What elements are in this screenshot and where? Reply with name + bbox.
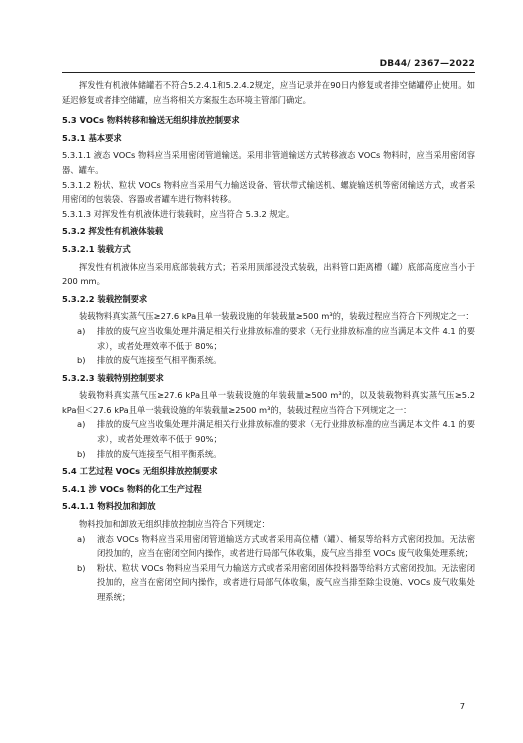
list-item	[62, 324, 475, 353]
document-number: DB44/ 2367—2022	[379, 59, 475, 69]
section-heading: 5.3.2 挥发性有机液体装载	[62, 226, 164, 237]
header-rule	[62, 72, 475, 73]
numbered-clause: 5.3.1.2 粉状、粒状 VOCs 物料应当采用气力输送设备、管状带式输送机、螺旋输送机等密闭输送方式，或者采用密闭的包装袋、容器或者罐车进行物料转移。	[62, 179, 475, 205]
page-number: 7	[459, 701, 465, 711]
list-text: 排放的废气连接至气相平衡系统。	[97, 355, 222, 366]
list-text: 排放的废气应当收集处理并满足相关行业排放标准的要求（无行业排放标准的应当满足本文件 4.1 的要求），或者处理效率不低于 90%；	[97, 419, 475, 445]
paragraph: 装载物料真实蒸气压≥27.6 kPa且单一装载设施的年装载量≥500 m³的，装载过程应当符合下列规定之一：	[79, 311, 474, 322]
section-heading: 5.4.1 涉 VOCs 物料的化工生产过程	[62, 483, 202, 494]
paragraph: 物料投加和卸放无组织排放控制应当符合下列规定：	[79, 519, 270, 530]
list-marker: a)	[77, 533, 86, 544]
list-text: 排放的废气应当收集处理并满足相关行业排放标准的要求（无行业排放标准的应当满足本文件 4.1 的要求），或者处理效率不低于 80%；	[97, 325, 475, 351]
list-marker: b)	[77, 562, 86, 573]
list-item	[62, 447, 475, 462]
list-item	[62, 417, 475, 446]
list-text: 排放的废气连接至气相平衡系统。	[97, 448, 222, 459]
section-heading: 5.4.1.1 物料投加和卸放	[62, 501, 156, 512]
section-heading: 5.4 工艺过程 VOCs 无组织排放控制要求	[62, 466, 218, 477]
numbered-clause: 5.3.1.1 液态 VOCs 物料应当采用密闭管道输送。采用非管道输送方式转移液态 VOCs 物料时，应当采用密闭容器、罐车。	[62, 150, 475, 175]
paragraph: 挥发性有机液体应当采用底部装载方式；若采用顶部浸没式装载，出料管口距离槽（罐）底部高度应当小于200 mm。	[62, 261, 475, 287]
paragraph: 装载物料真实蒸气压≥27.6 kPa且单一装载设施的年装载量≥500 m³的，以及装载物料真实蒸气压≥5.2 kPa但＜27.6 kPa且单一装载设施的年装载量≥2500 m³的，装载过程应当符合下列规定之一：	[62, 390, 475, 415]
section-heading: 5.3 VOCs 物料转移和输送无组织排放控制要求	[62, 115, 240, 126]
paragraph: 挥发性有机液体储罐若不符合5.2.4.1和5.2.4.2规定，应当记录并在90日内修复或者排空储罐停止使用。如延迟修复或者排空储罐，应当将相关方案报生态环境主管部门确定。	[62, 80, 475, 105]
list-item	[62, 561, 475, 605]
list-item	[62, 353, 475, 368]
list-marker: a)	[77, 419, 86, 430]
section-heading: 5.3.1 基本要求	[62, 132, 122, 143]
section-heading: 5.3.2.2 装载控制要求	[62, 293, 148, 304]
numbered-clause: 5.3.1.3 对挥发性有机液体进行装载时，应当符合 5.3.2 规定。	[62, 208, 295, 219]
list-marker: b)	[77, 448, 86, 459]
list-text: 液态 VOCs 物料应当采用密闭管道输送方式或者采用高位槽（罐）、桶泵等给料方式密闭投加。无法密闭投加的，应当在密闭空间内操作，或者进行局部气体收集，废气应当排至 VOCs 废气收集处理系统；	[97, 533, 475, 559]
list-item	[62, 532, 475, 561]
list-marker: b)	[77, 355, 86, 366]
section-heading: 5.3.2.1 装载方式	[62, 243, 131, 254]
list-text: 粉状、粒状 VOCs 物料应当采用气力输送方式或者采用密闭固体投料器等给料方式密闭投加。无法密闭投加的，应当在密闭空间内操作，或者进行局部气体收集，废气应当排至除尘设施、VOCs 废气收集处理系统；	[97, 562, 475, 602]
list-marker: a)	[77, 325, 86, 336]
document-body	[62, 78, 475, 605]
section-heading: 5.3.2.3 装载特别控制要求	[62, 372, 164, 383]
